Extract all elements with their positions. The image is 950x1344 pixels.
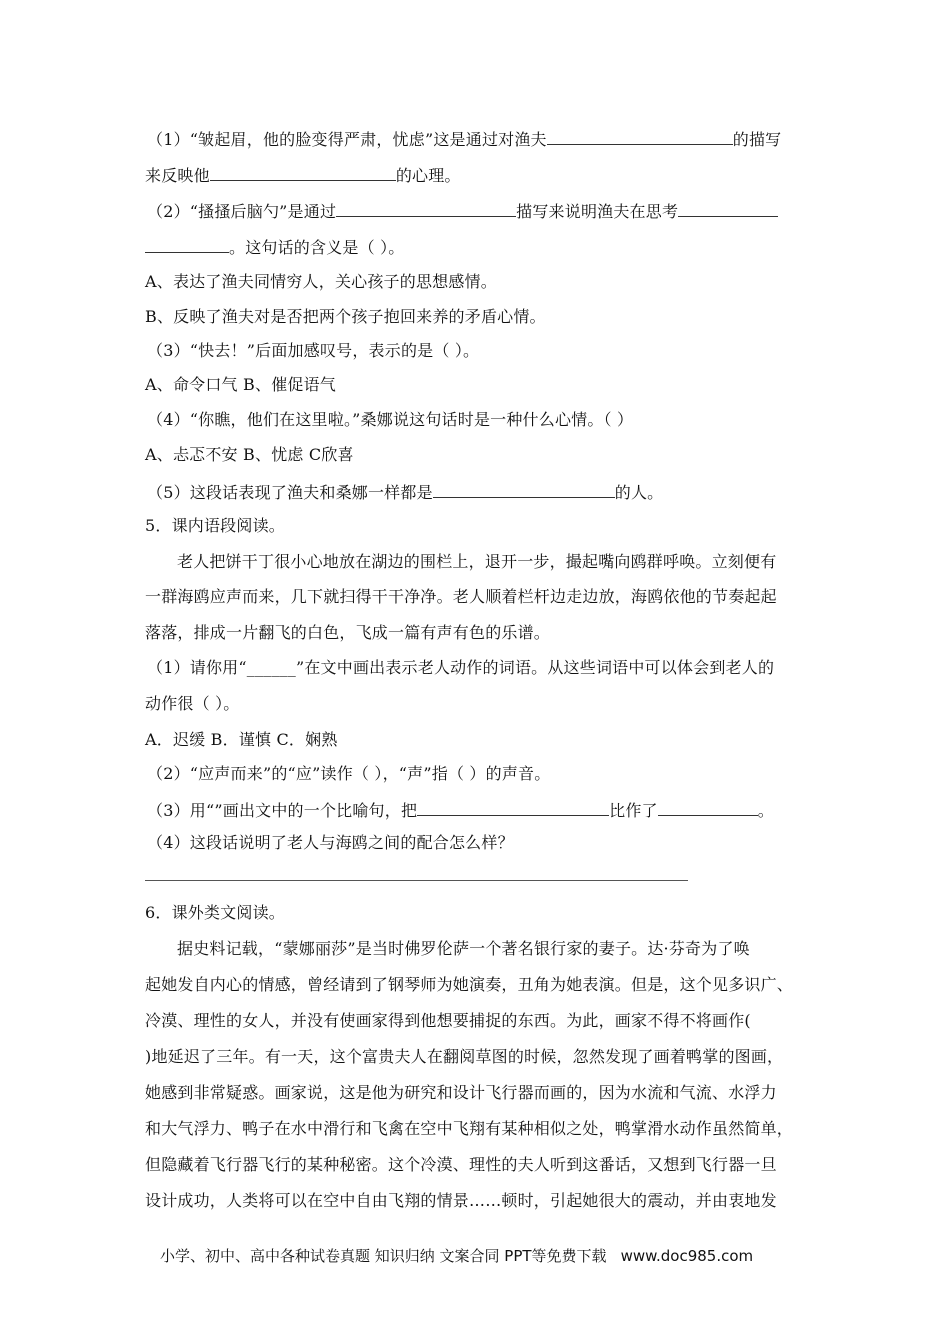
blank-line[interactable] bbox=[145, 234, 229, 253]
text: 。 bbox=[757, 801, 774, 820]
blank-line[interactable] bbox=[658, 797, 758, 816]
text: （3）用“”画出文中的一个比喻句，把 bbox=[147, 801, 418, 820]
q4-item-2-line-2 bbox=[145, 234, 825, 260]
q4-item-2-line-1 bbox=[147, 198, 827, 224]
q4-item-4-options: A、忐忑不安 B、忧虑 C欣喜 bbox=[145, 445, 354, 464]
text: （5）这段话表现了渔夫和桑娜一样都是 bbox=[147, 483, 433, 502]
text: 描写来说明渔夫在思考 bbox=[516, 202, 679, 221]
q5-item-3 bbox=[147, 797, 827, 823]
blank-line[interactable] bbox=[678, 198, 778, 217]
q5-passage-line: 一群海鸥应声而来，几下就扫得干干净净。老人顺着栏杆边走边放，海鸥依他的节奏起起 bbox=[145, 587, 777, 606]
text: 来反映他 bbox=[145, 166, 210, 185]
q6-passage-line: 据史料记载，“蒙娜丽莎”是当时佛罗伦萨一个著名银行家的妻子。达·芬奇为了唤 bbox=[177, 939, 750, 958]
q6-passage-line: 设计成功，人类将可以在空中自由飞翔的情景……顿时，引起她很大的震动，并由衷地发 bbox=[145, 1191, 777, 1210]
footer-text: 小学、初中、高中各种试卷真题 知识归纳 文案合同 PPT等免费下载 bbox=[160, 1247, 607, 1265]
blank-line[interactable] bbox=[417, 797, 609, 816]
footer-link[interactable]: www.doc985.com bbox=[620, 1247, 754, 1265]
blank-line[interactable] bbox=[547, 126, 733, 145]
answer-line[interactable] bbox=[145, 880, 688, 881]
text: 的心理。 bbox=[395, 166, 461, 185]
blank-line[interactable] bbox=[433, 479, 615, 498]
text: （2）“搔搔后脑勺”是通过 bbox=[147, 202, 337, 221]
q4-item-2-option-a: A、表达了渔夫同情穷人，关心孩子的思想感情。 bbox=[145, 272, 497, 291]
q6-passage-line: 冷漠、理性的女人，并没有使画家得到他想要捕捉的东西。为此，画家不得不将画作( bbox=[145, 1011, 751, 1030]
q5-item-4: （4）这段话说明了老人与海鸥之间的配合怎么样？ bbox=[147, 833, 514, 852]
text: 。这句话的含义是（ ）。 bbox=[229, 238, 405, 257]
page-footer bbox=[160, 1245, 753, 1267]
q6-title: 6．课外类文阅读。 bbox=[145, 903, 285, 922]
q5-passage-line: 落落，排成一片翻飞的白色，飞成一篇有声有色的乐谱。 bbox=[145, 623, 551, 642]
text: 的描写 bbox=[732, 130, 782, 149]
q5-item-1-options: A．迟缓 B．谨慎 C．娴熟 bbox=[145, 730, 338, 749]
q4-item-2-option-b: B、反映了渔夫对是否把两个孩子抱回来养的矛盾心情。 bbox=[145, 307, 546, 326]
q4-item-4: （4）“你瞧，他们在这里啦。”桑娜说这句话时是一种什么心情。（ ） bbox=[147, 410, 634, 429]
q6-passage-line: 起她发自内心的情感，曾经请到了钢琴师为她演奏，丑角为她表演。但是，这个见多识广、 bbox=[145, 975, 794, 994]
text: （1）“皱起眉，他的脸变得严肃，忧虑”这是通过对渔夫 bbox=[147, 130, 547, 149]
q5-title: 5．课内语段阅读。 bbox=[145, 516, 285, 535]
q5-item-1: （1）请你用“______”在文中画出表示老人动作的词语。从这些词语中可以体会到老人的 bbox=[147, 658, 775, 677]
q4-item-5 bbox=[147, 479, 827, 505]
q5-passage-line: 老人把饼干丁很小心地放在湖边的围栏上，退开一步，撮起嘴向鸥群呼唤。立刻便有 bbox=[177, 552, 777, 571]
text: 比作了 bbox=[609, 801, 658, 820]
blank-line[interactable] bbox=[336, 198, 516, 217]
q4-item-1-line-2 bbox=[145, 162, 825, 188]
q4-item-1-line-1 bbox=[147, 126, 827, 152]
q6-passage-line: 和大气浮力、鸭子在水中滑行和飞禽在空中飞翔有某种相似之处，鸭掌滑水动作虽然简单， bbox=[145, 1119, 794, 1138]
q6-passage-line: 她感到非常疑惑。画家说，这是他为研究和设计飞行器而画的，因为水流和气流、水浮力 bbox=[145, 1083, 777, 1102]
q4-item-3-options: A、命令口气 B、催促语气 bbox=[145, 375, 336, 394]
q5-item-1-cont: 动作很（ ）。 bbox=[145, 694, 240, 713]
q4-item-3: （3）“快去！”后面加感叹号，表示的是（ ）。 bbox=[147, 341, 480, 360]
q5-item-2: （2）“应声而来”的“应”读作（ ），“声”指（ ）的声音。 bbox=[147, 764, 551, 783]
q6-passage-line: )地延迟了三年。有一天，这个富贵夫人在翻阅草图的时候，忽然发现了画着鸭掌的图画， bbox=[145, 1047, 784, 1066]
text: 的人。 bbox=[614, 483, 664, 502]
q6-passage-line: 但隐藏着飞行器飞行的某种秘密。这个冷漠、理性的夫人听到这番话，又想到飞行器一旦 bbox=[145, 1155, 777, 1174]
blank-line[interactable] bbox=[210, 162, 396, 181]
